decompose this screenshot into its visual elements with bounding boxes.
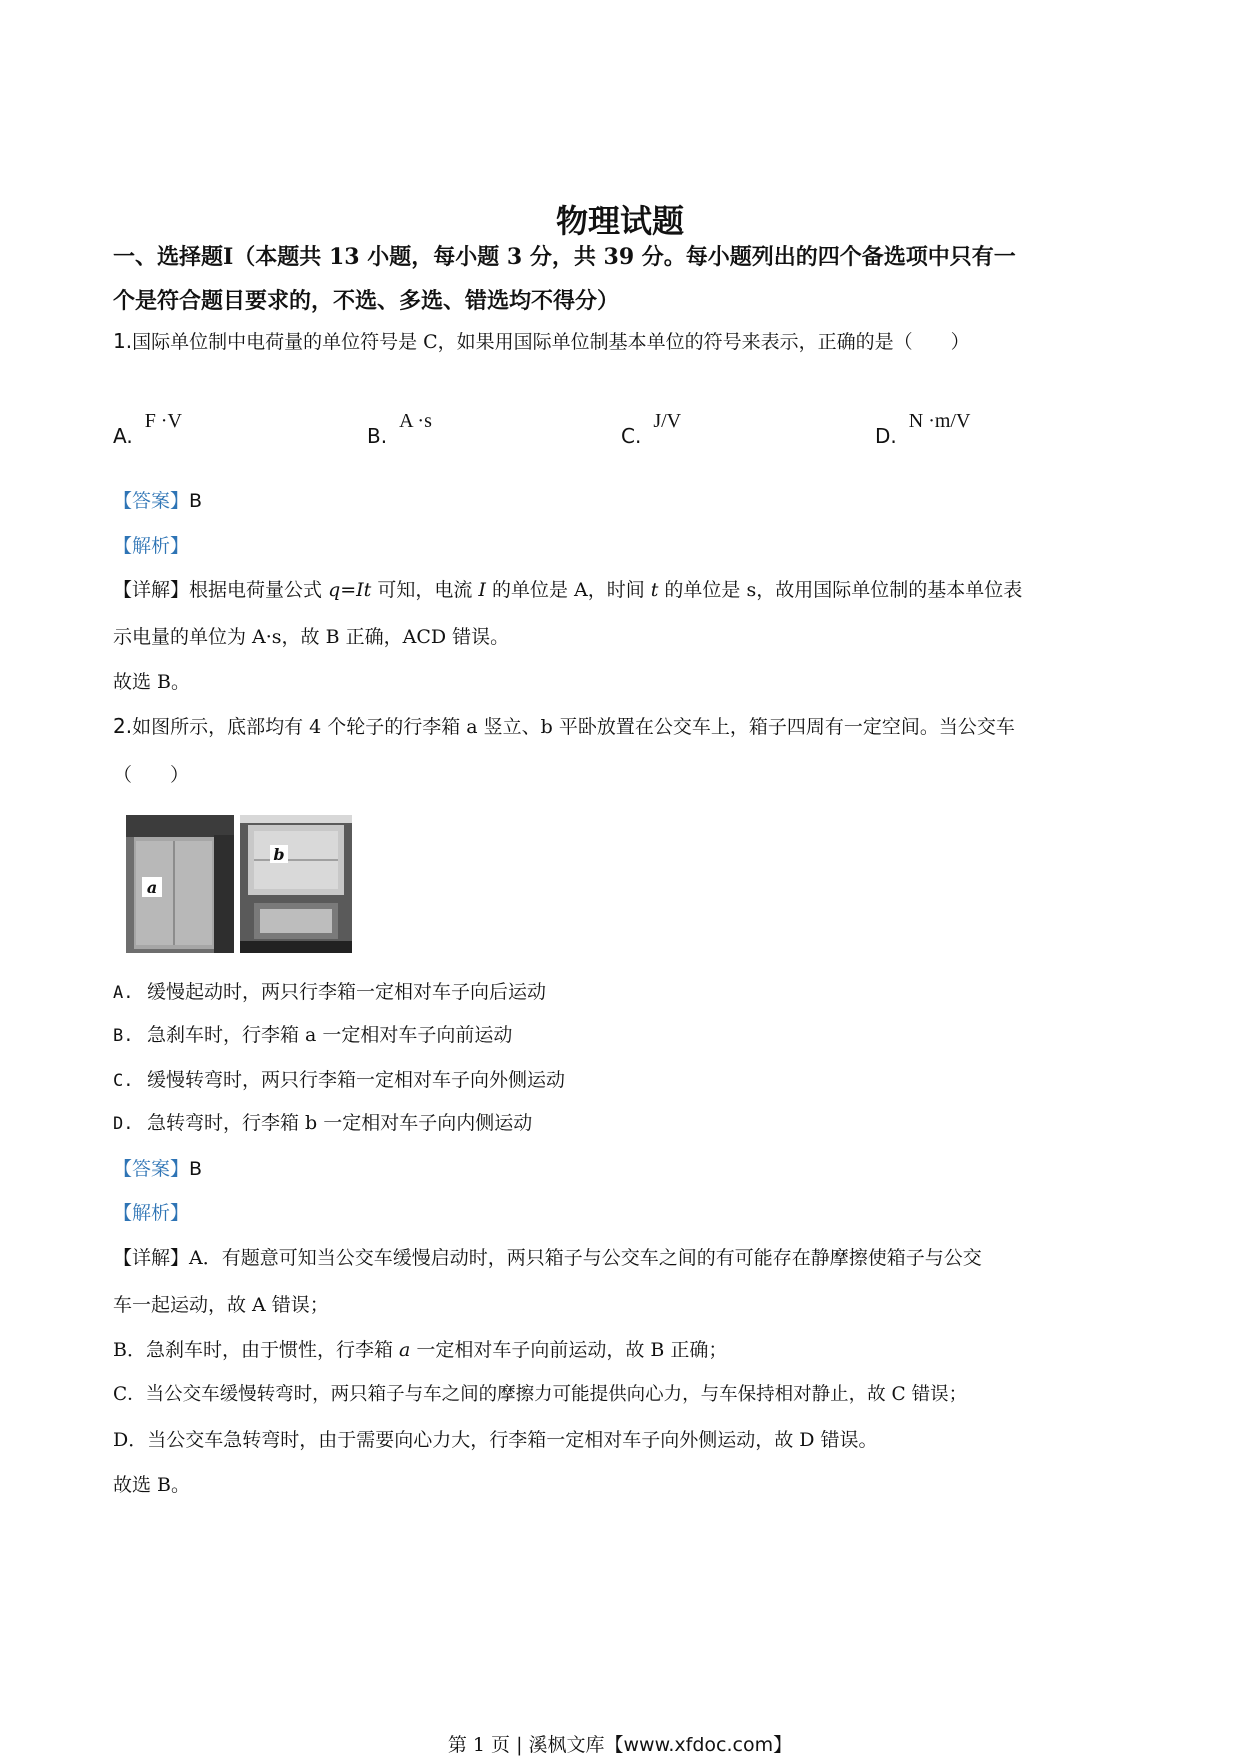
q2-option-b-letter: B. bbox=[113, 1026, 134, 1046]
q1-option-d-value: N ·m/V bbox=[908, 410, 971, 432]
page-title: 物理试题 bbox=[555, 202, 684, 240]
q1-option-a-letter: A. bbox=[113, 424, 133, 448]
luggage-a-image bbox=[126, 815, 234, 953]
q1-option-c-letter: C. bbox=[621, 424, 642, 448]
q2-option-d-text: 急转弯时，行李箱 b 一定相对车子向内侧运动 bbox=[147, 1112, 533, 1134]
q1-option-a bbox=[113, 410, 182, 449]
question-1-number: 1. bbox=[113, 329, 133, 353]
q2-option-c bbox=[113, 1065, 565, 1092]
q2-answer bbox=[113, 1154, 202, 1181]
q2-option-b bbox=[113, 1020, 512, 1047]
q2-option-d-letter: D. bbox=[113, 1114, 134, 1134]
q1-option-b-value: A ·s bbox=[399, 410, 432, 432]
q1-option-b bbox=[367, 410, 432, 449]
question-2-number: 2. bbox=[113, 714, 133, 738]
q2-option-a bbox=[113, 977, 546, 1004]
footer-suffix: 】 bbox=[773, 1734, 793, 1756]
q1-detail-text: 的单位是 s，故用国际单位制的基本单位表 bbox=[658, 579, 1023, 601]
footer-url[interactable]: www.xfdoc.com bbox=[623, 1734, 774, 1756]
q2-conclusion: 故选 B。 bbox=[113, 1474, 191, 1496]
q2-answer-value: B bbox=[189, 1158, 203, 1180]
page-footer bbox=[0, 1730, 1240, 1757]
q2-detail-c: C．当公交车缓慢转弯时，两只箱子与车之间的摩擦力可能提供向心力，与车保持相对静止，故 C 错误； bbox=[113, 1384, 968, 1405]
q2-detail-label: 【详解】 bbox=[113, 1247, 190, 1269]
q1-detail-text: 可知，电流 bbox=[371, 579, 479, 601]
section-heading-line1: 一、选择题Ⅰ（本题共 13 小题，每小题 3 分，共 39 分。每小题列出的四个备选项中只有一 bbox=[113, 244, 1016, 270]
q2-detail-a-line1 bbox=[113, 1243, 982, 1270]
question-2-text: 如图所示，底部均有 4 个轮子的行李箱 a 竖立、b 平卧放置在公交车上，箱子四周有一定空间。当公交车 bbox=[132, 716, 1015, 738]
q1-option-c bbox=[621, 410, 682, 449]
q1-option-d-letter: D. bbox=[875, 424, 897, 448]
luggage-a-photo bbox=[126, 815, 234, 953]
q1-var-t: t bbox=[650, 579, 659, 601]
luggage-b-photo bbox=[240, 815, 352, 953]
luggage-b-label: b bbox=[273, 845, 285, 864]
q1-detail-line1 bbox=[113, 575, 1022, 602]
q2-option-b-text: 急刹车时，行李箱 a 一定相对车子向前运动 bbox=[147, 1024, 513, 1046]
q2-detail-a-text: A．有题意可知当公交车缓慢启动时，两只箱子与公交车之间的有可能存在静摩擦使箱子与公交 bbox=[189, 1247, 982, 1269]
question-1-text: 国际单位制中电荷量的单位符号是 C，如果用国际单位制基本单位的符号来表示，正确的是（ ） bbox=[132, 331, 970, 353]
q1-answer bbox=[113, 486, 202, 513]
q2-option-c-text: 缓慢转弯时，两只行李箱一定相对车子向外侧运动 bbox=[147, 1069, 566, 1091]
q2-detail-b-var: a bbox=[399, 1339, 411, 1361]
q2-option-a-letter: A. bbox=[113, 983, 134, 1003]
question-2 bbox=[113, 712, 1015, 739]
q1-detail-label: 【详解】 bbox=[113, 579, 190, 601]
q1-detail-line2: 示电量的单位为 A·s，故 B 正确，ACD 错误。 bbox=[113, 626, 510, 648]
question-2-paren: （ ） bbox=[113, 764, 190, 786]
q1-option-c-value: J/V bbox=[653, 410, 682, 432]
q2-option-c-letter: C. bbox=[113, 1071, 134, 1091]
q1-var-i: I bbox=[478, 579, 486, 601]
q2-option-a-text: 缓慢起动时，两只行李箱一定相对车子向后运动 bbox=[147, 981, 547, 1003]
q1-option-d bbox=[875, 410, 971, 449]
q1-detail-text: 根据电荷量公式 bbox=[189, 579, 329, 601]
q2-detail-b-text: 一定相对车子向前运动，故 B 正确； bbox=[410, 1339, 728, 1361]
q2-option-d bbox=[113, 1108, 532, 1135]
luggage-b-image bbox=[240, 815, 352, 953]
q1-analysis-label: 【解析】 bbox=[113, 535, 190, 557]
q1-formula: q=It bbox=[328, 579, 372, 601]
question-1 bbox=[113, 327, 970, 354]
section-heading-line2: 个是符合题目要求的，不选、多选、错选均不得分） bbox=[113, 288, 620, 314]
q2-detail-d: D．当公交车急转弯时，由于需要向心力大，行李箱一定相对车子向外侧运动，故 D 错误。 bbox=[113, 1429, 878, 1451]
footer-prefix: 第 1 页 | 溪枫文库【 bbox=[447, 1734, 624, 1756]
q2-detail-b-text: B．急刹车时，由于惯性，行李箱 bbox=[113, 1339, 400, 1361]
q1-detail-text: 的单位是 A，时间 bbox=[485, 579, 651, 601]
q1-answer-label: 【答案】 bbox=[113, 490, 190, 512]
luggage-a-label: a bbox=[146, 878, 158, 897]
q1-answer-value: B bbox=[189, 490, 203, 512]
q2-detail-b bbox=[113, 1335, 727, 1362]
q1-option-b-letter: B. bbox=[367, 424, 388, 448]
q2-analysis-label: 【解析】 bbox=[113, 1202, 190, 1224]
q2-detail-a-line2: 车一起运动，故 A 错误； bbox=[113, 1294, 329, 1316]
q2-answer-label: 【答案】 bbox=[113, 1158, 190, 1180]
q1-conclusion: 故选 B。 bbox=[113, 671, 191, 693]
q1-option-a-value: F ·V bbox=[144, 410, 182, 432]
